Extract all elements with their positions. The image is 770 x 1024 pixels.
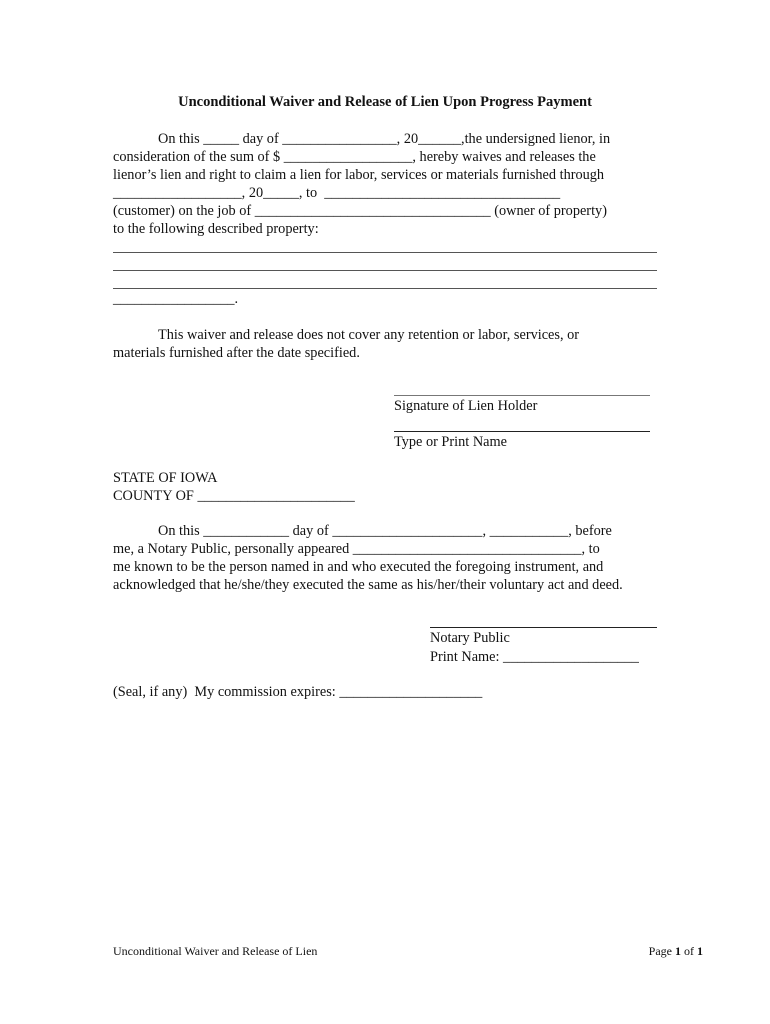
page-total: 1 bbox=[697, 944, 703, 958]
seal-commission-line: (Seal, if any) My commission expires: ____________________ bbox=[113, 684, 483, 700]
type-or-print-name-label: Type or Print Name bbox=[394, 434, 507, 450]
notary-paragraph-line2: me, a Notary Public, personally appeared ________________________________, to bbox=[113, 541, 600, 557]
notary-public-label: Notary Public bbox=[430, 630, 510, 646]
notary-paragraph-line3: me known to be the person named in and who executed the foregoing instrument, and bbox=[113, 559, 604, 575]
notary-signature-line bbox=[430, 627, 657, 628]
document-title: Unconditional Waiver and Release of Lien Upon Progress Payment bbox=[178, 94, 592, 110]
page-current: 1 bbox=[675, 944, 681, 958]
property-description-rule-3 bbox=[113, 288, 657, 289]
footer-page-number bbox=[649, 944, 703, 959]
paragraph1-line3: lienor’s lien and right to claim a lien for labor, services or materials furnished through bbox=[113, 167, 605, 183]
county-line: COUNTY OF ______________________ bbox=[113, 488, 355, 504]
signature-line bbox=[394, 395, 650, 396]
notary-paragraph-line4: acknowledged that he/she/they executed the same as his/her/their voluntary act and deed. bbox=[113, 577, 623, 593]
paragraph1-line4: __________________, 20_____, to _________________________________ bbox=[113, 185, 561, 201]
page-prefix: Page bbox=[648, 944, 675, 958]
print-name-line bbox=[394, 431, 650, 432]
property-description-rule-2 bbox=[113, 270, 657, 271]
property-description-rule-1 bbox=[113, 252, 657, 253]
paragraph1-line5: (customer) on the job of _________________________________ (owner of property) bbox=[113, 203, 607, 219]
paragraph2-line2: materials furnished after the date specified. bbox=[113, 345, 360, 361]
paragraph2-line1: This waiver and release does not cover any retention or labor, services, or bbox=[158, 327, 580, 343]
paragraph1-line2: consideration of the sum of $ __________________, hereby waives and releases the bbox=[113, 149, 596, 165]
notary-paragraph-line1: On this ____________ day of _____________________, ___________, before bbox=[158, 523, 612, 539]
paragraph1-line6: to the following described property: bbox=[113, 221, 319, 237]
paragraph1-line1: On this _____ day of ________________, 20______,the undersigned lienor, in bbox=[158, 131, 611, 147]
state-line: STATE OF IOWA bbox=[113, 470, 218, 486]
notary-print-name: Print Name: ___________________ bbox=[430, 649, 639, 665]
footer-document-name: Unconditional Waiver and Release of Lien bbox=[113, 944, 318, 958]
page-of: of bbox=[681, 944, 697, 958]
signature-label: Signature of Lien Holder bbox=[394, 398, 538, 414]
property-description-tail: _________________. bbox=[113, 291, 239, 307]
